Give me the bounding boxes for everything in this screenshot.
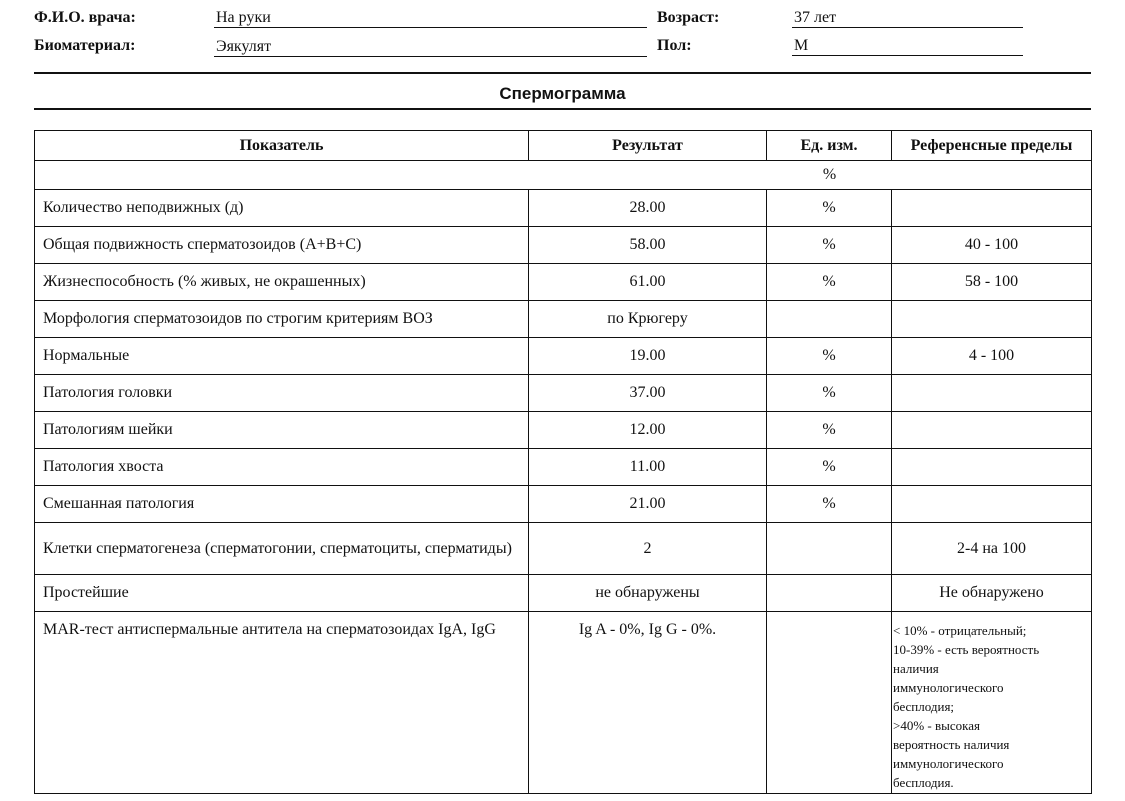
row-result: по Крюгеру	[529, 301, 767, 338]
row-unit	[767, 523, 892, 575]
table-header-row	[35, 131, 1092, 161]
row-result: 58.00	[529, 227, 767, 264]
row-reference: Не обнаружено	[892, 575, 1092, 612]
row-result: Ig A - 0%, Ig G - 0%.	[529, 612, 767, 794]
title-bottom-rule	[34, 108, 1091, 110]
table-row	[35, 523, 1092, 575]
row-reference	[892, 412, 1092, 449]
row-name: Простейшие	[35, 575, 529, 612]
row-unit	[767, 301, 892, 338]
row-unit: %	[767, 449, 892, 486]
row-unit: %	[767, 190, 892, 227]
row-reference: 40 - 100	[892, 227, 1092, 264]
biomaterial-value: Эякулят	[214, 38, 647, 57]
table-row	[35, 375, 1092, 412]
row-result: 2	[529, 523, 767, 575]
row-reference: 4 - 100	[892, 338, 1092, 375]
row-name: Патология хвоста	[35, 449, 529, 486]
row-reference	[892, 375, 1092, 412]
row-name: Жизнеспособность (% живых, не окрашенных)	[35, 264, 529, 301]
results-table	[34, 130, 1092, 794]
row-result: 28.00	[529, 190, 767, 227]
sex-value: М	[792, 37, 1023, 56]
table-row	[35, 486, 1092, 523]
spacer-unit: %	[822, 166, 837, 183]
reference-note-line: иммунологического	[893, 680, 1004, 695]
row-result: 61.00	[529, 264, 767, 301]
row-reference	[892, 190, 1092, 227]
row-reference: 2-4 на 100	[892, 523, 1092, 575]
row-result: 11.00	[529, 449, 767, 486]
table-row	[35, 190, 1092, 227]
reference-note-line: наличия	[893, 661, 939, 676]
table-row	[35, 449, 1092, 486]
row-unit	[767, 575, 892, 612]
row-result: не обнаружены	[529, 575, 767, 612]
row-unit: %	[767, 338, 892, 375]
row-result: 21.00	[529, 486, 767, 523]
reference-note-line: 10-39% - есть вероятность	[893, 642, 1040, 657]
row-name: Нормальные	[35, 338, 529, 375]
reference-note-line: < 10% - отрицательный;	[893, 623, 1027, 638]
column-header-reference: Референсные пределы	[892, 131, 1092, 161]
row-unit: %	[767, 264, 892, 301]
row-name: Патологиям шейки	[35, 412, 529, 449]
table-row	[35, 301, 1092, 338]
doctor-value: На руки	[214, 9, 647, 28]
column-header-unit: Ед. изм.	[767, 131, 892, 161]
row-unit	[767, 612, 892, 794]
title-top-rule	[34, 72, 1091, 74]
age-label: Возраст:	[657, 9, 720, 26]
row-result: 19.00	[529, 338, 767, 375]
reference-note-line: бесплодия.	[893, 775, 954, 790]
row-name: Смешанная патология	[35, 486, 529, 523]
row-reference-note	[892, 612, 1092, 794]
sex-label: Пол:	[657, 37, 692, 54]
row-result: 12.00	[529, 412, 767, 449]
table-row	[35, 227, 1092, 264]
row-name: MAR-тест антиспермальные антитела на сперматозоидах IgA, IgG	[35, 612, 529, 794]
doctor-label: Ф.И.О. врача:	[34, 9, 136, 26]
row-unit: %	[767, 227, 892, 264]
row-reference	[892, 486, 1092, 523]
table-row	[35, 412, 1092, 449]
row-name: Общая подвижность сперматозоидов (А+В+С)	[35, 227, 529, 264]
biomaterial-label: Биоматериал:	[34, 37, 136, 54]
row-unit: %	[767, 486, 892, 523]
row-name: Клетки сперматогенеза (сперматогонии, сперматоциты, сперматиды)	[35, 523, 529, 575]
row-reference	[892, 449, 1092, 486]
column-header-indicator: Показатель	[35, 131, 529, 161]
row-name: Количество неподвижных (д)	[35, 190, 529, 227]
spacer-cell	[35, 161, 1092, 190]
page-title: Спермограмма	[499, 84, 626, 103]
table-row	[35, 264, 1092, 301]
table-row	[35, 575, 1092, 612]
row-reference: 58 - 100	[892, 264, 1092, 301]
row-name: Морфология сперматозоидов по строгим критериям ВОЗ	[35, 301, 529, 338]
table-row	[35, 338, 1092, 375]
row-reference	[892, 301, 1092, 338]
reference-note-line: бесплодия;	[893, 699, 955, 714]
row-unit: %	[767, 375, 892, 412]
row-result: 37.00	[529, 375, 767, 412]
row-name: Патология головки	[35, 375, 529, 412]
table-spacer-row	[35, 161, 1092, 190]
row-unit: %	[767, 412, 892, 449]
reference-note-line: >40% - высокая	[893, 718, 981, 733]
reference-note-line: иммунологического	[893, 756, 1004, 771]
age-value: 37 лет	[792, 9, 1023, 28]
reference-note-line: вероятность наличия	[893, 737, 1010, 752]
table-row-mar	[35, 612, 1092, 794]
column-header-result: Результат	[529, 131, 767, 161]
